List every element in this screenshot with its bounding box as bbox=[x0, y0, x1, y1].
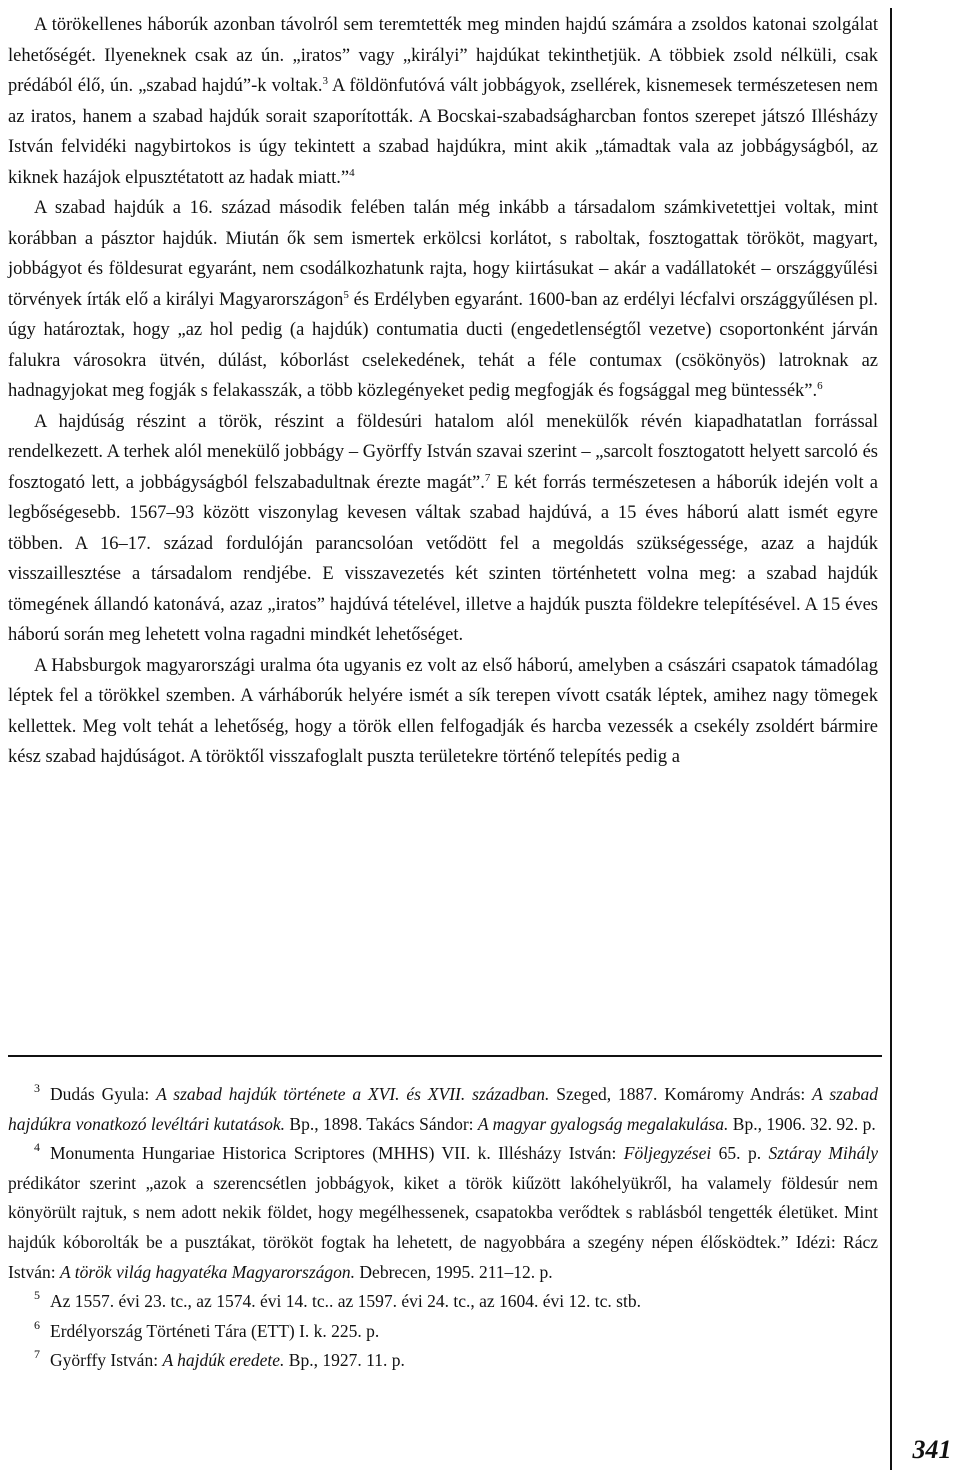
footnote-number-7: 7 bbox=[34, 1347, 40, 1362]
footnote-7-text-2: Bp., 1927. 11. p. bbox=[284, 1350, 405, 1371]
paragraph-3 bbox=[8, 407, 878, 651]
footnote-number-5: 5 bbox=[34, 1288, 40, 1303]
p3-text-b: E két forrás természetesen a háborúk idején volt a legbőségesebb. 1567–93 között viszonylag kevesen váltak szabad hajdúvá, a 15 éves háború alatt ismét egyre többen. A 16–17. század fordulóján parancsolóan vetődött fel a megoldás szükségessége, azaz a hajdúk visszaillesztése a társadalom rendjébe. E visszavezetés két szinten történhetett volna meg: a szabad hajdúk tömegének állandó katonává, azaz „iratos” hajdúvá tételével, illetve a hajdúk puszta földekre telepítésével. A 15 éves háború során meg lehetett volna ragadni mindkét lehetőséget. bbox=[8, 472, 878, 645]
vertical-rule bbox=[890, 8, 892, 1470]
footnote-3-text-2: Szeged, 1887. Komáromy András: bbox=[549, 1084, 813, 1104]
footnote-6-text: Erdélyország Történeti Tára (ETT) I. k. 225. p. bbox=[50, 1320, 380, 1341]
p3-text-a: A hajdúság részint a török, részint a földesúri hatalom alól menekülők révén kiapadhatatlan forrással rendelkezett. A terhek alól menekülő jobbágy – Györffy István szavai szerint – „sarcolt fosztogatott helyett sarcoló és fosztogató lett, a jobbágyságból felszabadultnak érezte magát”. bbox=[8, 411, 878, 493]
footnote-3-text: Dudás Gyula: bbox=[50, 1084, 157, 1104]
footnote-7-title: A hajdúk eredete. bbox=[162, 1350, 285, 1371]
footnote-4-title-2: A török világ hagyatéka Magyarországon. bbox=[60, 1261, 356, 1282]
footnote-6 bbox=[8, 1317, 878, 1347]
footnote-3-title-1: A szabad hajdúk története a XVI. és XVII. században. bbox=[156, 1084, 550, 1104]
footnote-ref-4[interactable]: 4 bbox=[349, 166, 355, 179]
footnote-4-text: Monumenta Hungariae Historica Scriptores (MHHS) VII. k. Illésházy István: bbox=[50, 1143, 624, 1164]
paragraph-1 bbox=[8, 10, 878, 193]
footnote-4-text-3: prédikátor szerint „azok a szerencsétlen jobbágyok, kiket a török kiűzött lakóhelyükről, ha valamely földesúr nem könyörült rajtuk, s nem adott nekik földet, hogy megélhessenek, csapatokba verődtek s rablásból tengették életüket. Mint hajdúk kóborolták be a pusztákat, törököt fogtak ha lehetett, de nagyobbára a szegény népen élősködtek.” Idézi: Rácz István: bbox=[8, 1172, 878, 1282]
main-text bbox=[8, 10, 878, 773]
footnote-ref-7[interactable]: 7 bbox=[484, 471, 491, 484]
footnote-4-text-2: 65. p. bbox=[711, 1143, 769, 1164]
footnote-4-title-1: Följegyzései bbox=[623, 1143, 712, 1164]
footnote-ref-6[interactable]: 6 bbox=[817, 380, 823, 392]
footnote-3-title-3: A magyar gyalogság megalakulása. bbox=[477, 1113, 729, 1134]
p1-text-b: A földönfutóvá vált jobbágyok, zsellérek, kisnemesek természetesen nem az iratos, hanem a szabad hajdúk sorait szaporították. A Bocskai-szabadságharcban fontos szerepet játszó Illésházy István felvidéki nagybirtokos is úgy tekintett a szabad hajdúkra, mint akik „támadtak vala az jobbágyságból, az kiknek hazájok elpusztétatott az hadak miatt.” bbox=[8, 76, 878, 188]
footnote-7 bbox=[8, 1346, 878, 1376]
footnote-3-title-2: A szabad hajdúkra vonatkozó levéltári kutatások. bbox=[8, 1084, 878, 1134]
page-number: 341 bbox=[912, 1435, 952, 1464]
footnote-3-text-3: Bp., 1898. Takács Sándor: bbox=[285, 1113, 478, 1134]
footnote-number-6: 6 bbox=[34, 1317, 40, 1332]
p1-text-a: A törökellenes háborúk azonban távolról sem teremtették meg minden hajdú számára a zsoldos katonai szolgálat lehetőségét. Ilyeneknek csak az ún. „iratos” vagy „királyi” hajdúkat tekinthetjük. A többiek zsold nélküli, csak prédából élő, ún. „szabad hajdú”-k voltak. bbox=[8, 15, 878, 96]
footnote-5-text: Az 1557. évi 23. tc., az 1574. évi 14. tc.. az 1597. évi 24. tc., az 1604. évi 12. tc. stb. bbox=[50, 1291, 641, 1312]
p2-text-b: és Erdélyben egyaránt. 1600-ban az erdélyi lécfalvi országgyűlésen pl. úgy határoztak, hogy „az hol pedig (a hajdúk) contumatia ducti (engedetlenségtől vezetve) csoportonként járván falukra városokra ütvén, dúlást, kóborlást cselekedének, tehát a féle contumax (csökönyös) latroknak az hadnagyjokat meg fogják s felakasszák, a több közlegényeket pedig megfogják és fogsággal meg büntessék”. bbox=[8, 289, 878, 401]
footnote-3-text-4: Bp., 1906. 32. 92. p. bbox=[728, 1113, 876, 1134]
footnote-5 bbox=[8, 1287, 878, 1317]
footnote-4-author: Sztáray Mihály bbox=[768, 1143, 878, 1164]
footnote-ref-3[interactable]: 3 bbox=[322, 75, 328, 87]
footnote-separator bbox=[8, 1055, 882, 1057]
footnote-number-3: 3 bbox=[34, 1081, 40, 1095]
footnote-number-4: 4 bbox=[34, 1140, 40, 1155]
paragraph-2 bbox=[8, 193, 878, 407]
p2-text-a: A szabad hajdúk a 16. század második felében talán még inkább a társadalom számkivetettjei voltak, mint korábban a pásztor hajdúk. Miután ők sem ismertek erkölcsi korlátot, s raboltak, fosztogattak törököt, magyart, jobbágyot és földesurat egyaránt, nem csodálkozhatunk rajta, hogy kiirtásukat – akár a vadállatokét – országgyűlési törvények írták elő a királyi Magyarországon bbox=[8, 198, 878, 310]
footnote-4 bbox=[8, 1139, 878, 1287]
footnote-ref-5[interactable]: 5 bbox=[343, 288, 349, 301]
footnote-3 bbox=[8, 1080, 878, 1139]
paragraph-4: A Habsburgok magyarországi uralma óta ugyanis ez volt az első háború, amelyben a császári csapatok támadólag léptek fel a törökkel szemben. A várháborúk helyére ismét a sík terepen vívott csaták léptek, amihez nagy tömegek kellettek. Meg volt tehát a lehetőség, hogy a török ellen felfogadják és harcba vezessék a csekély zsoldért bármire kész szabad hajdúságot. A töröktől visszafoglalt puszta területekre történő telepítés pedig a bbox=[8, 655, 878, 767]
footnotes bbox=[8, 1080, 878, 1376]
footnote-7-text: Györffy István: bbox=[50, 1350, 163, 1371]
footnote-4-text-4: Debrecen, 1995. 211–12. p. bbox=[355, 1261, 553, 1282]
